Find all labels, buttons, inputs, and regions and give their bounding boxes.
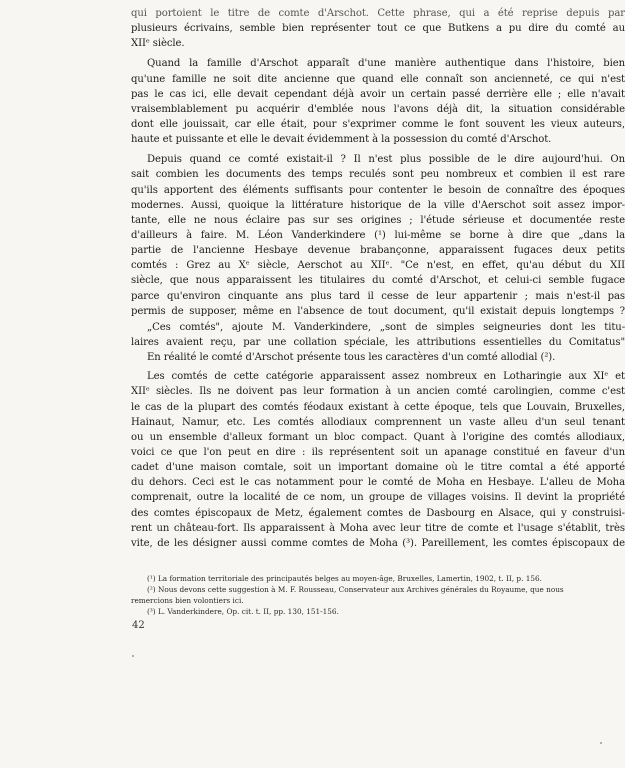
footnote-line: (²) Nous devons cette suggestion à M. F. Rousseau, Conservateur aux Archives générales du Royaume, que nous	[147, 585, 564, 594]
text-line: Les comtés de cette catégorie apparaissent assez nombreux en Lotharingie aux XIᵉ et	[147, 371, 625, 383]
footnotes	[131, 573, 625, 617]
paragraph	[131, 6, 625, 51]
text-line: qu'ils apportent des éléments suffisants pour contenter le besoin de connaître des époques	[131, 184, 625, 196]
text-line: comprenait, outre la localité de ce nom, un groupe de villages voisins. Il devint la propriété	[131, 492, 625, 504]
paragraph	[131, 350, 625, 365]
text-line: comtés : Grez au Xᵉ siècle, Aerschot au XIIᵉ. "Ce n'est, en effet, qu'au début du XII	[131, 260, 625, 272]
text-line: sait combien les documents des temps reculés sont peu nombreux et combien il est rare	[131, 169, 625, 181]
body-text	[131, 6, 625, 551]
text-line: dont elle jouissait, car elle était, pour s'exprimer comme le font souvent les vieux auteurs,	[131, 118, 625, 130]
text-line: vraisemblablement pu acquérir d'emblée nous l'avons déjà dit, la situation considérable	[131, 103, 625, 115]
footnote-line: (³) L. Vanderkindere, Op. cit. t. II, pp. 130, 151-156.	[147, 607, 339, 616]
text-line: d'ailleurs à faire. M. Léon Vanderkindere (¹) lui-même se borne à dire que „dans la	[131, 229, 625, 241]
text-line: des comtes épiscopaux de Metz, également comtes de Dasbourg en Alsace, qui y construisi-	[131, 507, 625, 519]
speck-mark	[600, 742, 602, 744]
text-line: partie de l'ancienne Hesbaye devenue brabançonne, apparaissent fugaces deux petits	[131, 245, 625, 257]
text-line: qui portoient le titre de comte d'Arschot. Cette phrase, qui a été reprise depuis par	[131, 8, 625, 19]
text-line: qu'une famille ne soit dite ancienne que quand elle connaît son ancienneté, ce qui n'est	[131, 73, 625, 85]
text-line: XIIᵉ siècles. Ils ne doivent pas leur formation à un ancien comté carolingien, comme c'est	[131, 386, 625, 398]
text-line: vite, de les désigner aussi comme comtes de Moha (³). Pareillement, les comtes épiscopaux de	[131, 537, 625, 549]
text-line: „Ces comtés", ajoute M. Vanderkindere, „sont de simples seigneuries dont les titu-	[147, 321, 625, 333]
text-line: permis de supposer, même en l'absence de tout document, qu'il existait depuis longtemps ?	[131, 305, 625, 317]
text-line: rent un château-fort. Ils apparaissent à Moha avec leur titre de comte et l'usage s'établit, très	[131, 522, 625, 534]
text-line: XIIᵉ siècle.	[131, 38, 185, 50]
text-line: plusieurs écrivains, semble bien représenter tout ce que Butkens a pu dire du comté au	[131, 23, 625, 35]
text-line: tante, elle ne nous éclaire pas sur ses origines ; l'étude sérieuse et documentée reste	[131, 214, 625, 226]
text-line: modernes. Aussi, quoique la littérature historique de la ville d'Aerschot soit assez impor-	[131, 199, 625, 211]
text-line: cadet d'une maison comtale, soit un important domaine où le titre comtal a été apporté	[131, 462, 625, 474]
text-line: Hainaut, Namur, etc. Les comtés allodiaux comprennent un vaste alleu d'un seul tenant	[131, 416, 625, 428]
text-line: Quand la famille d'Arschot apparaît d'une manière authentique dans l'histoire, bien	[147, 58, 625, 70]
paragraph	[131, 320, 625, 350]
text-line: le cas de la plupart des comtés féodaux existant à cette époque, tels que Louvain, Bruxelles,	[131, 401, 625, 413]
text-line: voici ce que l'on peut en dire : ils représentent soit un apanage constitué en faveur d'un	[131, 446, 625, 458]
text-line: haute et puissante et elle le devait évidemment à la possession du comté d'Arschot.	[131, 134, 552, 146]
text-line: laires avaient reçu, par une collation spéciale, les attributions essentielles du Comitatus"	[131, 336, 625, 348]
text-line: parce qu'environ cinquante ans plus tard il cesse de leur appartenir ; mais n'est-il pas	[131, 290, 625, 302]
text-line: Depuis quand ce comté existait-il ? Il n'est plus possible de le dire aujourd'hui. On	[147, 154, 625, 166]
footnote-line: (¹) La formation territoriale des principautés belges au moyen-âge, Bruxelles, Lamertin, 1902, t. II, p. 156.	[147, 574, 542, 583]
text-line: siècle, que nous apparaissent les titulaires du comté d'Arschot, et celui-ci semble fugace	[131, 275, 625, 287]
text-line: En réalité le comté d'Arschot présente tous les caractères d'un comté allodial (²).	[147, 352, 556, 364]
footnote-line: remercions bien volontiers ici.	[131, 596, 244, 605]
speck-mark	[132, 655, 134, 657]
text-line: pas le cas ici, elle devait cependant déjà avoir un certain passé derrière elle ; elle n'avait	[131, 88, 625, 100]
paragraph	[131, 152, 625, 319]
page-number: 42	[132, 620, 145, 631]
paragraph	[131, 369, 625, 551]
paragraph	[131, 56, 625, 147]
text-line: du dehors. Ceci est le cas notamment pour le comté de Moha en Hesbaye. L'alleu de Moha	[131, 477, 625, 489]
text-line: ou un ensemble d'alleux formant un bloc compact. Quant à l'origine des comtés allodiaux,	[131, 431, 625, 443]
